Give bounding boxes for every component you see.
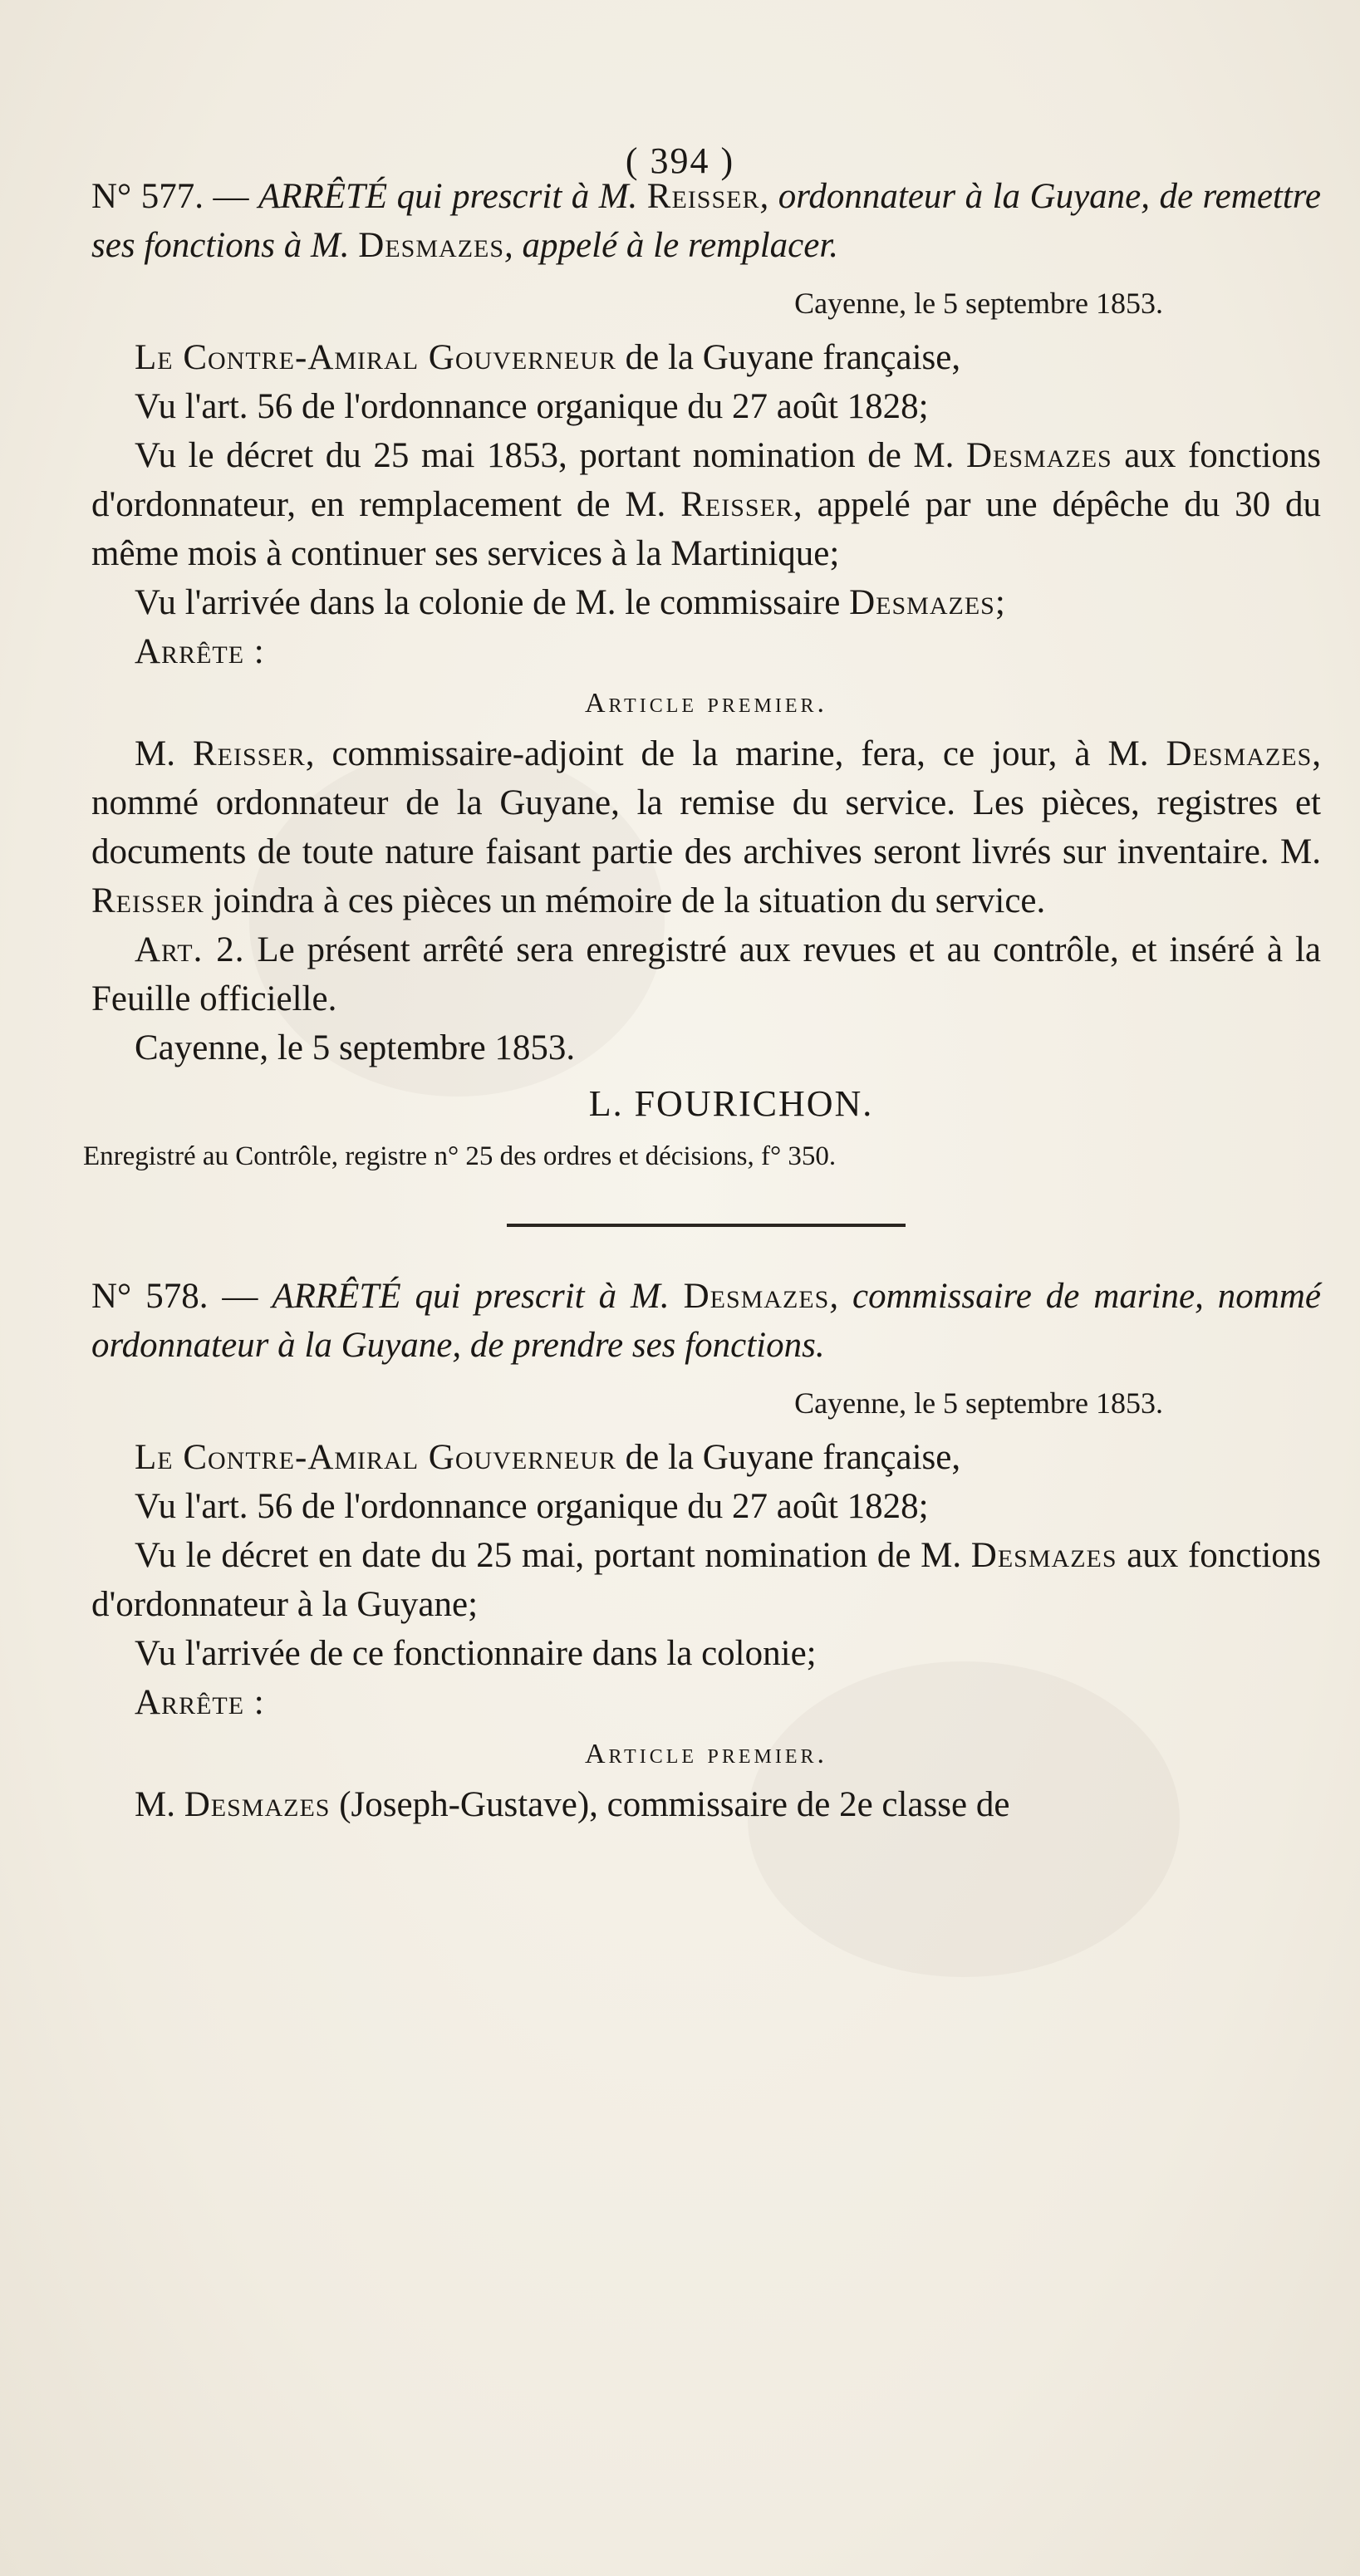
authority-title: Le Contre-Amiral Gouverneur [135, 1438, 616, 1477]
act-578 [91, 1272, 1321, 1829]
art-1-d: joindra à ces pièces un mémoire de la situation du service. [204, 881, 1046, 920]
text-column [83, 154, 1322, 1829]
visa-2-name-reisser: Reisser [680, 485, 793, 524]
act-577-title [91, 172, 1321, 270]
act-578-article-1 [91, 1780, 1321, 1829]
act-578-name-desmazes: Desmazes [683, 1277, 830, 1316]
act-577-number: N° 577. — [91, 177, 249, 216]
act-577-name-desmazes: Desmazes [358, 226, 505, 265]
act-578-dateline: Cayenne, le 5 septembre 1853. [794, 1386, 1163, 1420]
visa-2-a: Vu le décret du 25 mai 1853, portant nomination de M. [135, 436, 955, 475]
act-577-name-reisser: Reisser [646, 177, 760, 216]
act-578-article-1-heading: Article premier. [584, 1739, 828, 1769]
art-1-b: , commissaire-adjoint de la marine, fera, ce jour, à M. [305, 734, 1149, 773]
act-578-authority [91, 1433, 1321, 1482]
act-577-signature: L. FOURICHON. [588, 1083, 874, 1124]
page-number: ( 394 ) [625, 140, 735, 181]
visa-3-b: ; [994, 583, 1005, 622]
act-577-visa-1: Vu l'art. 56 de l'ordonnance organique du 27 août 1828; [135, 387, 929, 426]
act-577-visa-2 [91, 431, 1321, 578]
art-2-text: Le présent arrêté sera enregistré aux revues et au contrôle, et inséré à la Feuille officielle. [91, 930, 1321, 1018]
act-577-article-1-heading: Article premier. [584, 688, 828, 719]
visa-3-a: Vu l'arrivée dans la colonie de M. le commissaire [135, 583, 841, 622]
authority-rest: de la Guyane française, [616, 1438, 961, 1477]
act-577-title-b: , ordonnateur à la Guyane, de remettre ses fonctions à M. [91, 177, 1322, 265]
visa-3-name: Desmazes [849, 583, 995, 622]
act-577-dateline: Cayenne, le 5 septembre 1853. [794, 287, 1163, 320]
act-577-article-2 [91, 925, 1321, 1023]
act-578-decree: Arrête : [135, 1683, 265, 1722]
act-577-registry-note: Enregistré au Contrôle, registre n° 25 des ordres et décisions, f° 350. [83, 1141, 837, 1171]
act-577 [83, 172, 1322, 1175]
act-578-visa-3: Vu l'arrivée de ce fonctionnaire dans la colonie; [135, 1634, 817, 1673]
art-1-a: M. [135, 734, 175, 773]
art-1-c: , nommé ordonnateur de la Guyane, la remise du service. Les pièces, registres et documents de toute nature faisant partie des archives seront livrés sur inventaire. M. [91, 734, 1322, 871]
act-577-authority [91, 333, 1321, 382]
visa-2-c: , appelé par une dépêche du 30 du même mois à continuer ses services à la Martinique; [91, 485, 1321, 573]
art-1-name-desmazes: Desmazes [1166, 734, 1313, 773]
art-1-a: M. [135, 1785, 175, 1824]
act-577-title-a: ARRÊTÉ qui prescrit à M. [258, 177, 638, 216]
act-578-title-b: , commissaire de marine, nommé ordonnateur à la Guyane, de prendre ses fonctions. [91, 1277, 1321, 1365]
art-1-b: (Joseph-Gustave), commissaire de 2e classe de [330, 1785, 1010, 1824]
art-2-label: Art. 2. [135, 930, 245, 969]
section-divider [507, 1224, 906, 1227]
act-578-visa-1: Vu l'art. 56 de l'ordonnance organique du 27 août 1828; [135, 1487, 929, 1526]
act-577-visa-3 [91, 578, 1321, 627]
visa-2-name-desmazes: Desmazes [965, 436, 1112, 475]
visa-2-b: aux fonctions d'ordonnateur à la Guyane; [91, 1536, 1322, 1624]
art-1-name-reisser-2: Reisser [91, 881, 204, 920]
authority-title: Le Contre-Amiral Gouverneur [135, 338, 616, 377]
act-578-title-a: ARRÊTÉ qui prescrit à M. [272, 1277, 670, 1316]
act-578-title [91, 1272, 1321, 1370]
act-578-number: N° 578. — [91, 1277, 258, 1316]
visa-2-a: Vu le décret en date du 25 mai, portant nomination de M. [135, 1536, 962, 1575]
act-577-decree: Arrête : [135, 632, 265, 671]
visa-2-b: aux fonctions d'ordonnateur, en remplacement de M. [91, 436, 1322, 524]
visa-2-name: Desmazes [970, 1536, 1117, 1575]
authority-rest: de la Guyane française, [616, 338, 961, 377]
act-578-visa-2 [91, 1531, 1321, 1629]
art-1-name-reisser: Reisser [193, 734, 306, 773]
art-1-name: Desmazes [184, 1785, 331, 1824]
act-577-closing-date: Cayenne, le 5 septembre 1853. [135, 1028, 576, 1067]
act-577-article-1 [91, 729, 1321, 925]
act-577-title-c: , appelé à le remplacer. [504, 226, 839, 265]
